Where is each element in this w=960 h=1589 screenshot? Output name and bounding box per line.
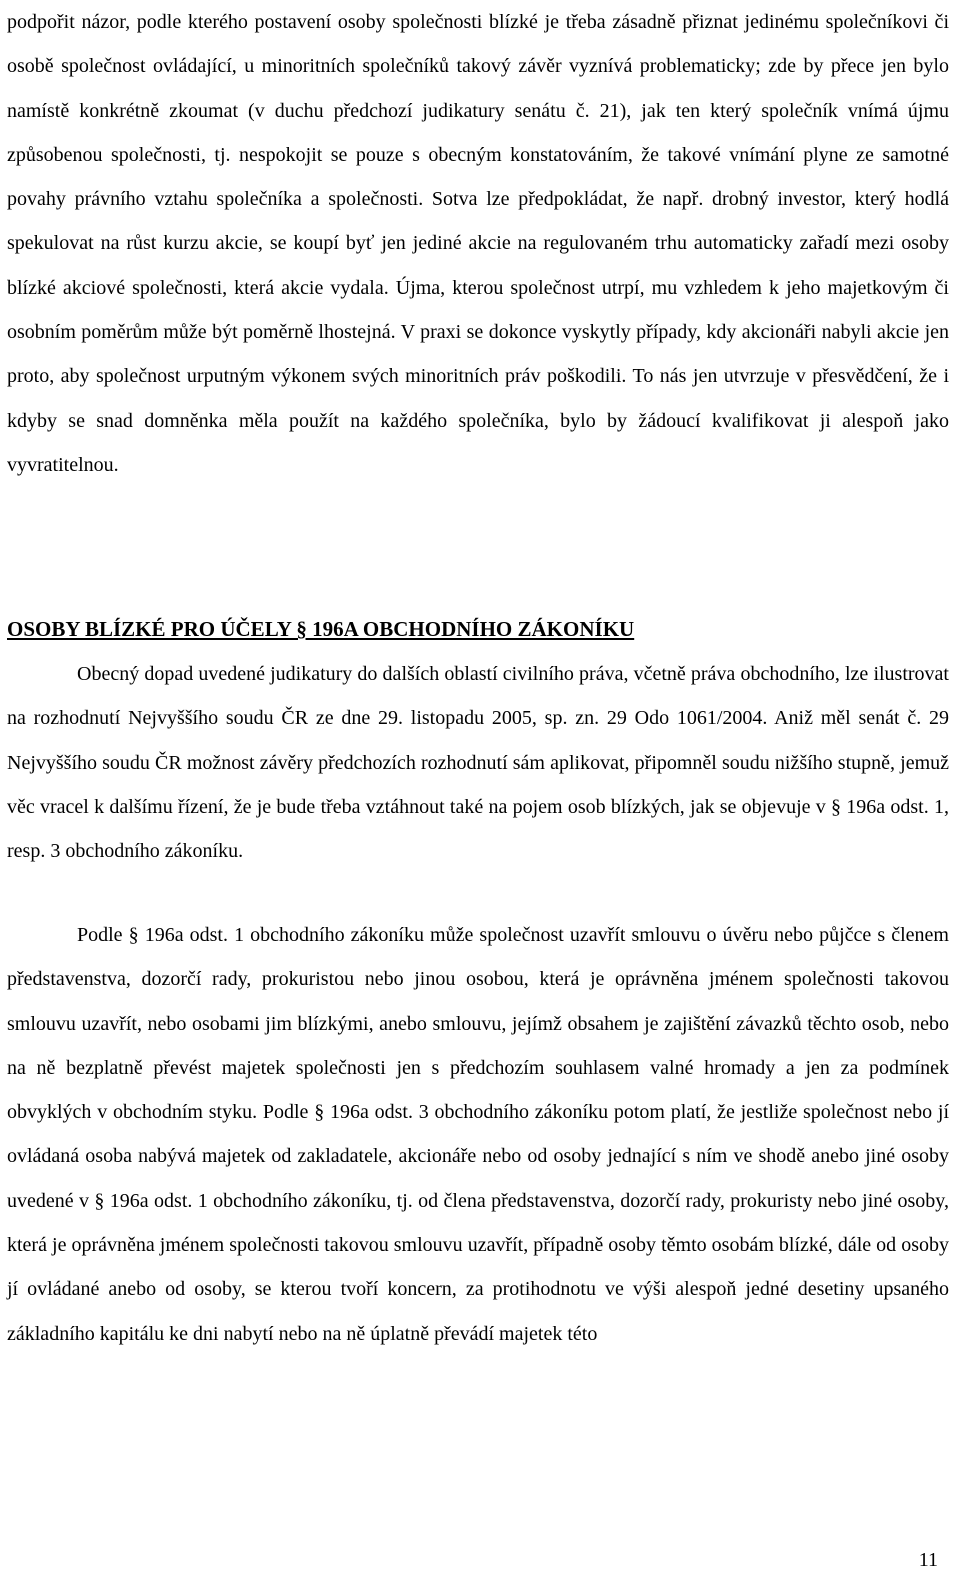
page-number: 11 (918, 1549, 938, 1571)
body-paragraph: Podle § 196a odst. 1 obchodního zákoníku může společnost uzavřít smlouvu o úvěru nebo půjčce s členem představenstva, dozorčí rady, prokuristou nebo jinou osobou, která je oprávněna jménem společnosti takovou smlouvu uzavřít, nebo osobami jim blízkými, anebo smlouvu, jejímž obsahem je zajištění závazků těchto osob, nebo na ně bezplatně převést majetek společnosti jen s předchozím souhlasem valné hromady a jen za podmínek obvyklých v obchodním styku. Podle § 196a odst. 3 obchodního zákoníku potom platí, že jestliže společnost nebo jí ovládaná osoba nabývá majetek od zakladatele, akcionáře nebo od osoby jednající s ním ve shodě anebo jiné osoby uvedené v § 196a odst. 1 obchodního zákoníku, tj. od člena představenstva, dozorčí rady, prokuristy nebo jiné osoby, která je oprávněna jménem společnosti takovou smlouvu uzavřít, případně osoby těmto osobám blízké, dále od osoby jí ovládané anebo od osoby, se kterou tvoří koncern, za protihodnotu ve výši alespoň jedné desetiny upsaného základního kapitálu ke dni nabytí nebo na ně úplatně převádí majetek této (7, 924, 949, 1345)
section-heading: OSOBY BLÍZKÉ PRO ÚČELY § 196A OBCHODNÍHO ZÁKONÍKU (7, 617, 635, 641)
document-page (7, 0, 949, 1589)
body-paragraph: podpořit názor, podle kterého postavení osoby společnosti blízké je třeba zásadně přiznat jedinému společníkovi či osobě společnost ovládající, u minoritních společníků takový závěr vyznívá problematicky; zde by přece jen bylo namístě konkrétně zkoumat (v duchu předchozí judikatury senátu č. 21), jak ten který společník vnímá újmu způsobenou společnosti, tj. nespokojit se pouze s obecným konstatováním, že takové vnímání plyne ze samotné povahy právního vztahu společníka a společnosti. Sotva lze předpokládat, že např. drobný investor, který hodlá spekulovat na růst kurzu akcie, se koupí byť jen jediné akcie na regulovaném trhu automaticky zařadí mezi osoby blízké akciové společnosti, která akcie vydala. Újma, kterou společnost utrpí, mu vzhledem k jeho majetkovým či osobním poměrům může být poměrně lhostejná. V praxi se dokonce vyskytly případy, kdy akcionáři nabyli akcie jen proto, aby společnost urputným výkonem svých minoritních práv poškodili. To nás jen utvrzuje v přesvědčení, že i kdyby se snad domněnka měla použít na každého společníka, bylo by žádoucí kvalifikovat ji alespoň jako vyvratitelnou. (7, 11, 949, 476)
body-paragraph: Obecný dopad uvedené judikatury do dalších oblastí civilního práva, včetně práva obchodního, lze ilustrovat na rozhodnutí Nejvyššího soudu ČR ze dne 29. listopadu 2005, sp. zn. 29 Odo 1061/2004. Aniž měl senát č. 29 Nejvyššího soudu ČR možnost závěry předchozích rozhodnutí sám aplikovat, připomněl soudu nižšího stupně, jemuž věc vracel k dalšímu řízení, že je bude třeba vztáhnout také na pojem osob blízkých, jak se objevuje v § 196a odst. 1, resp. 3 obchodního zákoníku. (7, 663, 949, 863)
